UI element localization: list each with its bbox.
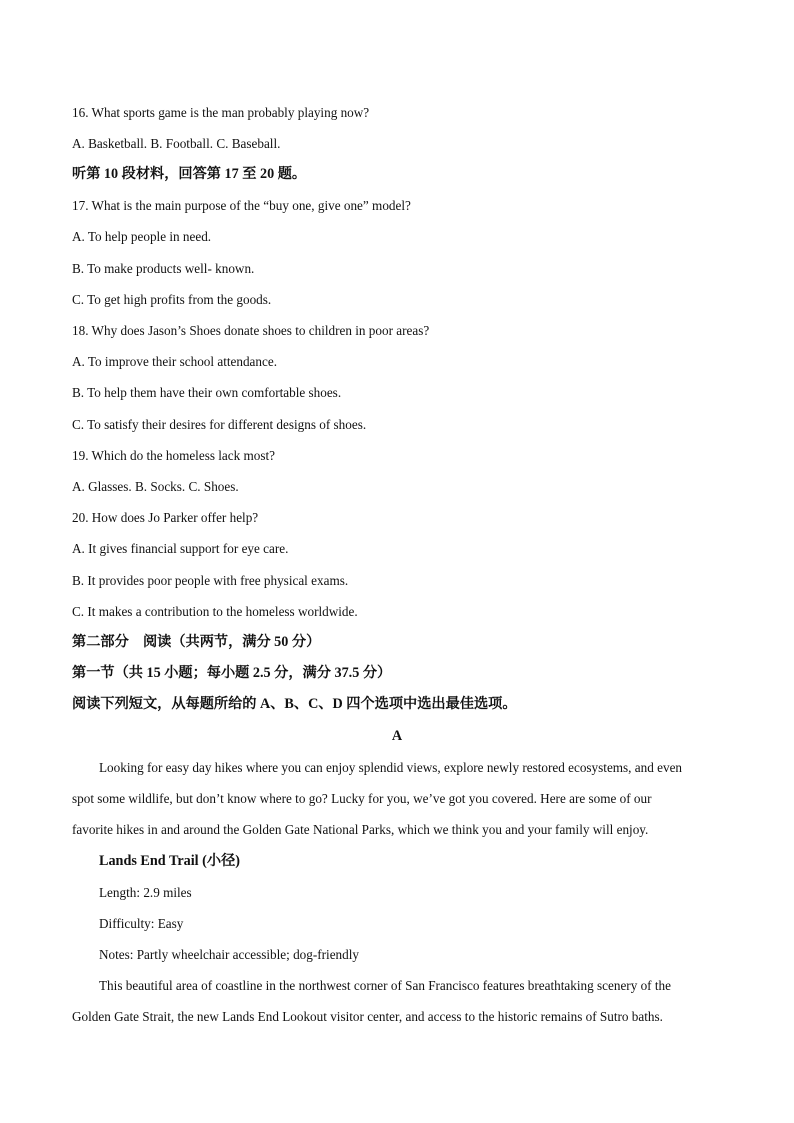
- trail-name: Lands End Trail (小径): [99, 853, 240, 869]
- passage-label: A: [391, 728, 403, 744]
- trail-desc-line-1: This beautiful area of coastline in the northwest corner of San Francisco features breathtaking scenery of the: [99, 978, 671, 993]
- intro-line-2: spot some wildlife, but don’t know where to go? Lucky for you, we’ve got you covered. Here are some of our: [72, 791, 652, 806]
- question-16-options: A. Basketball. B. Football. C. Baseball.: [72, 136, 281, 151]
- question-17-option-a: A. To help people in need.: [72, 229, 212, 244]
- question-20-option-a: A. It gives financial support for eye care.: [72, 541, 289, 556]
- question-18-option-b: B. To help them have their own comfortable shoes.: [72, 385, 342, 400]
- question-17-option-b: B. To make products well- known.: [72, 261, 255, 276]
- question-19-options: A. Glasses. B. Socks. C. Shoes.: [72, 479, 239, 494]
- trail-notes: Notes: Partly wheelchair accessible; dog-friendly: [99, 947, 359, 962]
- question-20-stem: 20. How does Jo Parker offer help?: [72, 510, 259, 525]
- question-16-stem: 16. What sports game is the man probably playing now?: [72, 105, 370, 120]
- trail-desc-line-2: Golden Gate Strait, the new Lands End Lookout visitor center, and access to the historic remains of Sutro baths.: [72, 1009, 663, 1024]
- trail-length: Length: 2.9 miles: [99, 885, 192, 900]
- question-20-option-b: B. It provides poor people with free physical exams.: [72, 573, 349, 588]
- intro-line-1: Looking for easy day hikes where you can enjoy splendid views, explore newly restored ecosystems, and even: [99, 760, 683, 775]
- reading-instruction: 阅读下列短文，从每题所给的 A、B、C、D 四个选项中选出最佳选项。: [72, 696, 517, 712]
- question-18-option-a: A. To improve their school attendance.: [72, 354, 278, 369]
- trail-difficulty: Difficulty: Easy: [99, 916, 184, 931]
- question-20-option-c: C. It makes a contribution to the homeless worldwide.: [72, 604, 358, 619]
- section-1-heading: 第一节（共 15 小题；每小题 2.5 分，满分 37.5 分）: [72, 665, 392, 681]
- section-10-heading: 听第 10 段材料，回答第 17 至 20 题。: [72, 166, 307, 182]
- question-18-stem: 18. Why does Jason’s Shoes donate shoes to children in poor areas?: [72, 323, 430, 338]
- question-17-stem: 17. What is the main purpose of the “buy one, give one” model?: [72, 198, 411, 213]
- part-2-heading: 第二部分 阅读（共两节，满分 50 分）: [72, 634, 321, 650]
- question-18-option-c: C. To satisfy their desires for different designs of shoes.: [72, 417, 367, 432]
- question-19-stem: 19. Which do the homeless lack most?: [72, 448, 276, 463]
- intro-line-3: favorite hikes in and around the Golden Gate National Parks, which we think you and your family will enjoy.: [72, 822, 649, 837]
- question-17-option-c: C. To get high profits from the goods.: [72, 292, 272, 307]
